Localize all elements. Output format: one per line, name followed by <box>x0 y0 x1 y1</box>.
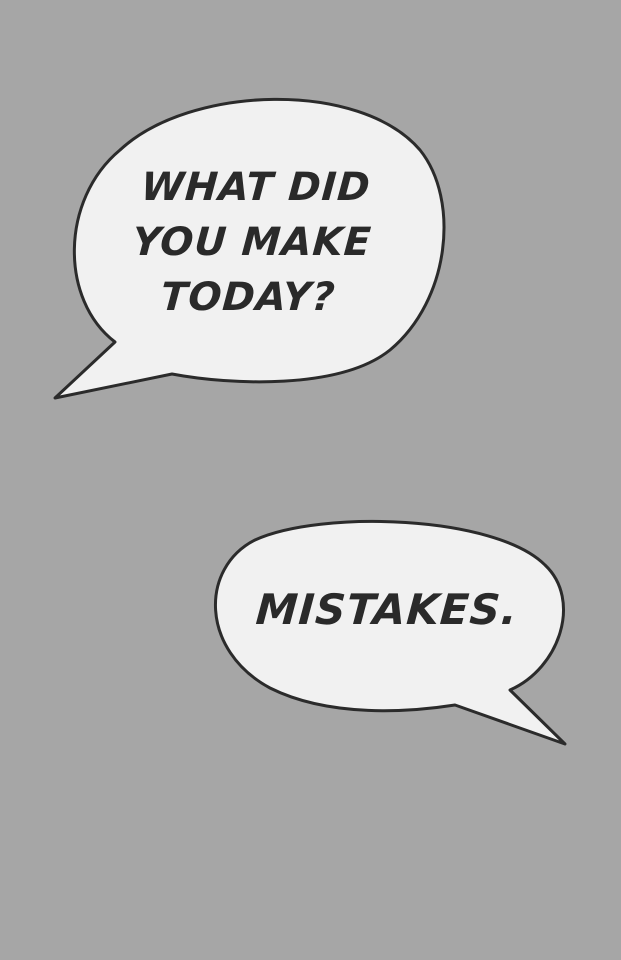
question-line-2: YOU MAKE <box>130 220 374 265</box>
question-line-3: TODAY? <box>159 275 338 320</box>
answer-text: MISTAKES. <box>254 585 520 634</box>
question-text <box>86 160 418 325</box>
question-line-1: WHAT DID <box>139 165 373 210</box>
